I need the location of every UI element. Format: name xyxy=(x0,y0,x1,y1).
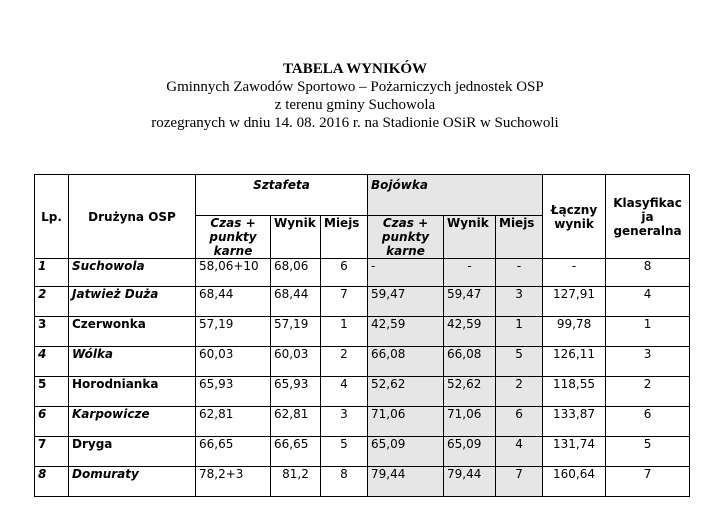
group-header-sztafeta: Sztafeta xyxy=(196,175,368,216)
subheader-s-miejs: Miejs xyxy=(321,216,368,259)
cell-b-czas: 71,06 xyxy=(368,407,444,437)
cell-lp: 2 xyxy=(35,287,69,317)
subheader-b-miejs: Miejs xyxy=(496,216,543,259)
table-row xyxy=(35,377,690,407)
table-row xyxy=(35,259,690,287)
cell-lp: 4 xyxy=(35,347,69,377)
cell-b-miejsce: 6 xyxy=(496,407,543,437)
cell-lp: 5 xyxy=(35,377,69,407)
cell-classification: 2 xyxy=(606,377,690,407)
cell-b-czas: 59,47 xyxy=(368,287,444,317)
cell-total: 126,11 xyxy=(543,347,606,377)
table-row xyxy=(35,467,690,497)
cell-b-miejsce: 1 xyxy=(496,317,543,347)
cell-s-miejsce: 2 xyxy=(321,347,368,377)
subheader-b-czas: Czas + punkty karne xyxy=(368,216,444,259)
results-body xyxy=(35,259,690,497)
cell-team: Suchowola xyxy=(69,259,196,287)
document-header xyxy=(0,60,710,132)
subtitle-line-1: Gminnych Zawodów Sportowo – Pożarniczych jednostek OSP xyxy=(166,79,544,95)
cell-s-wynik: 68,06 xyxy=(271,259,321,287)
cell-b-wynik: 79,44 xyxy=(444,467,496,497)
col-header-classification: Klasyfikac ja generalna xyxy=(606,175,690,259)
cell-total: - xyxy=(543,259,606,287)
cell-classification: 8 xyxy=(606,259,690,287)
cell-b-czas: 79,44 xyxy=(368,467,444,497)
cell-b-wynik: 65,09 xyxy=(444,437,496,467)
cell-total: 160,64 xyxy=(543,467,606,497)
table-row xyxy=(35,287,690,317)
cell-b-wynik: 42,59 xyxy=(444,317,496,347)
cell-lp: 1 xyxy=(35,259,69,287)
cell-team: Czerwonka xyxy=(69,317,196,347)
subheader-b-wynik: Wynik xyxy=(444,216,496,259)
cell-classification: 1 xyxy=(606,317,690,347)
cell-s-miejsce: 3 xyxy=(321,407,368,437)
cell-s-czas: 66,65 xyxy=(196,437,271,467)
results-table xyxy=(34,174,690,497)
cell-classification: 6 xyxy=(606,407,690,437)
cell-b-wynik: 52,62 xyxy=(444,377,496,407)
cell-lp: 6 xyxy=(35,407,69,437)
cell-b-wynik: 66,08 xyxy=(444,347,496,377)
col-header-total: Łączny wynik xyxy=(543,175,606,259)
cell-total: 118,55 xyxy=(543,377,606,407)
table-row xyxy=(35,317,690,347)
cell-b-miejsce: - xyxy=(496,259,543,287)
subtitle-line-2: z terenu gminy Suchowola xyxy=(274,97,436,113)
cell-team: Wólka xyxy=(69,347,196,377)
document-title: TABELA WYNIKÓW xyxy=(282,61,428,77)
cell-s-miejsce: 5 xyxy=(321,437,368,467)
cell-classification: 7 xyxy=(606,467,690,497)
cell-total: 127,91 xyxy=(543,287,606,317)
cell-s-miejsce: 7 xyxy=(321,287,368,317)
cell-b-czas: 66,08 xyxy=(368,347,444,377)
col-header-team: Drużyna OSP xyxy=(69,175,196,259)
table-row xyxy=(35,407,690,437)
cell-s-czas: 78,2+3 xyxy=(196,467,271,497)
cell-classification: 5 xyxy=(606,437,690,467)
cell-classification: 3 xyxy=(606,347,690,377)
cell-lp: 7 xyxy=(35,437,69,467)
cell-s-miejsce: 6 xyxy=(321,259,368,287)
cell-b-miejsce: 7 xyxy=(496,467,543,497)
cell-team: Domuraty xyxy=(69,467,196,497)
cell-s-wynik: 66,65 xyxy=(271,437,321,467)
cell-b-wynik: 71,06 xyxy=(444,407,496,437)
cell-s-wynik: 57,19 xyxy=(271,317,321,347)
cell-s-czas: 58,06+10 xyxy=(196,259,271,287)
cell-total: 133,87 xyxy=(543,407,606,437)
cell-s-czas: 57,19 xyxy=(196,317,271,347)
cell-classification: 4 xyxy=(606,287,690,317)
cell-b-czas: - xyxy=(368,259,444,287)
cell-s-miejsce: 8 xyxy=(321,467,368,497)
cell-s-wynik: 68,44 xyxy=(271,287,321,317)
header-row xyxy=(35,175,690,216)
cell-total: 131,74 xyxy=(543,437,606,467)
col-header-lp: Lp. xyxy=(35,175,69,259)
cell-lp: 3 xyxy=(35,317,69,347)
cell-s-czas: 62,81 xyxy=(196,407,271,437)
table-row xyxy=(35,437,690,467)
cell-team: Dryga xyxy=(69,437,196,467)
cell-b-miejsce: 5 xyxy=(496,347,543,377)
cell-s-miejsce: 4 xyxy=(321,377,368,407)
subheader-s-czas: Czas + punkty karne xyxy=(196,216,271,259)
cell-total: 99,78 xyxy=(543,317,606,347)
cell-s-wynik: 65,93 xyxy=(271,377,321,407)
cell-team: Karpowicze xyxy=(69,407,196,437)
cell-lp: 8 xyxy=(35,467,69,497)
cell-s-czas: 65,93 xyxy=(196,377,271,407)
cell-b-miejsce: 3 xyxy=(496,287,543,317)
cell-b-miejsce: 2 xyxy=(496,377,543,407)
table-row xyxy=(35,347,690,377)
cell-b-czas: 42,59 xyxy=(368,317,444,347)
cell-b-miejsce: 4 xyxy=(496,437,543,467)
subheader-s-wynik: Wynik xyxy=(271,216,321,259)
cell-team: Jatwież Duża xyxy=(69,287,196,317)
cell-b-czas: 65,09 xyxy=(368,437,444,467)
cell-b-wynik: - xyxy=(444,259,496,287)
cell-team: Horodnianka xyxy=(69,377,196,407)
cell-s-wynik: 62,81 xyxy=(271,407,321,437)
cell-s-wynik: 60,03 xyxy=(271,347,321,377)
group-header-bojowka: Bojówka xyxy=(368,175,543,216)
cell-b-czas: 52,62 xyxy=(368,377,444,407)
cell-b-wynik: 59,47 xyxy=(444,287,496,317)
cell-s-wynik: 81,2 xyxy=(271,467,321,497)
cell-s-czas: 60,03 xyxy=(196,347,271,377)
cell-s-czas: 68,44 xyxy=(196,287,271,317)
cell-s-miejsce: 1 xyxy=(321,317,368,347)
subtitle-line-3: rozegranych w dniu 14. 08. 2016 r. na Stadionie OSiR w Suchowoli xyxy=(151,115,559,131)
